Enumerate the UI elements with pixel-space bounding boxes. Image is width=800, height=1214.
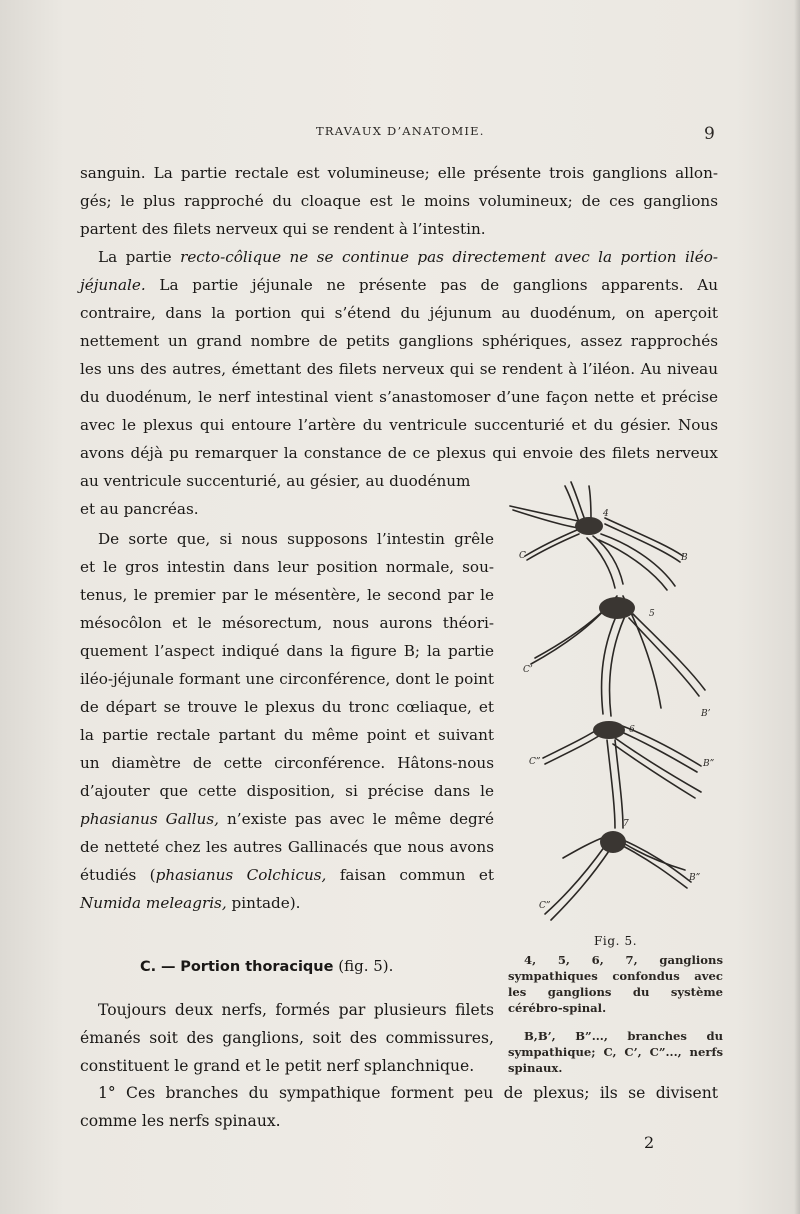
- text-run: n’existe pas avec le même degré: [226, 810, 495, 828]
- text-line: tenus, le premier par le mésentère, le second par le: [80, 586, 494, 604]
- section-figure-ref: (fig. 5).: [338, 957, 394, 975]
- ganglion-4: [575, 517, 603, 535]
- label-ganglion-4: 4: [603, 509, 609, 519]
- label-ganglion-6: 6: [629, 725, 635, 735]
- text-run: de plexus; ils se divisent: [503, 1084, 718, 1102]
- text-line: un diamètre de cette circonférence. Hâtons-nous: [80, 754, 494, 772]
- italic-run: phasianus Gallus,: [80, 810, 219, 828]
- text-run: 1° Ces branches du sympathique forment peu: [98, 1084, 494, 1102]
- nerve-branches: [510, 482, 705, 920]
- text-line: sanguin. La partie rectale est volumineuse; elle présente trois ganglions allon-: [80, 164, 718, 182]
- text-line: avons déjà pu remarquer la constance de ce plexus qui envoie des filets nerveux: [80, 444, 718, 462]
- text-line: [80, 271, 718, 299]
- text-line: de départ se trouve le plexus du tronc cœliaque, et: [80, 698, 494, 716]
- text-line: [80, 889, 494, 917]
- italic-run: phasianus Colchicus,: [155, 866, 327, 884]
- text-line: et le gros intestin dans leur position normale, sou-: [80, 558, 494, 576]
- text-run: La partie: [98, 248, 172, 266]
- text-run: faisan commun et: [339, 866, 494, 884]
- figure-caption: [508, 952, 723, 1076]
- text-line: contraire, dans la portion qui s’étend du jéjunum au duodénum, on aperçoit: [80, 304, 718, 322]
- text-run: étudiés (: [80, 866, 156, 884]
- text-line: [80, 243, 718, 271]
- nerve-figure-illustration: [505, 476, 725, 926]
- text-line: quement l’aspect indiqué dans la figure B; la partie: [80, 642, 494, 660]
- label-ganglion-7: 7: [623, 819, 629, 829]
- label-ganglion-5: 5: [649, 609, 655, 619]
- text-line: [80, 805, 494, 833]
- text-line: avec le plexus qui entoure l’artère du ventricule succenturié et du gésier. Nous: [80, 416, 718, 434]
- text-line: d’ajouter que cette disposition, si précise dans le: [80, 782, 494, 800]
- text-line: de netteté chez les autres Gallinacés que nous avons: [80, 838, 494, 856]
- signature-mark: 2: [644, 1133, 655, 1152]
- label-nerve-c1: C’: [523, 665, 533, 675]
- label-branch-b: B: [681, 553, 688, 563]
- page-number: 9: [704, 124, 715, 144]
- italic-run: Numida meleagris,: [80, 894, 227, 912]
- ganglion-7: [600, 831, 626, 853]
- text-line: Toujours deux nerfs, formés par plusieurs filets: [98, 1001, 494, 1019]
- text-line: les uns des autres, émettant des filets nerveux qui se rendent à l’iléon. Au niveau: [80, 360, 718, 378]
- text-line: comme les nerfs spinaux.: [80, 1112, 281, 1130]
- text-line: émanés soit des ganglions, soit des commissures,: [80, 1029, 494, 1047]
- text-line: du duodénum, le nerf intestinal vient s’anastomoser d’une façon nette et précise: [80, 388, 718, 406]
- running-head: TRAVAUX D’ANATOMIE.: [316, 124, 485, 138]
- text-line: partent des filets nerveux qui se rendent à l’intestin.: [80, 220, 486, 238]
- text-run: pintade).: [231, 894, 301, 912]
- section-heading: [140, 952, 393, 981]
- caption-ganglia: 4, 5, 6, 7, ganglions sympathiques confondus avec les ganglions du système cérébro-spinal.: [508, 953, 723, 1015]
- section-dash: —: [160, 959, 176, 975]
- text-line: iléo-jéjunale formant une circonférence, dont le point: [80, 670, 494, 688]
- ganglia: [575, 517, 635, 853]
- caption-branches: B,B’, B”..., branches du sympathique; C, C’, C”..., nerfs spinaux.: [508, 1029, 723, 1075]
- label-branch-b2: B”: [703, 759, 715, 769]
- text-run: La partie jéjunale ne présente pas de ganglions apparents. Au: [159, 276, 718, 294]
- label-branch-b1: B’: [701, 709, 711, 719]
- ganglion-6: [593, 721, 625, 739]
- text-line: [80, 861, 494, 889]
- text-line: la partie rectale partant du même point et suivant: [80, 726, 494, 744]
- page-edge-shadow: [794, 0, 800, 1214]
- figure-label: Fig. 5.: [594, 934, 638, 948]
- text-line: nettement un grand nombre de petits ganglions sphériques, assez rapprochés: [80, 332, 718, 350]
- text-line: De sorte que, si nous supposons l’intestin grêle: [98, 530, 494, 548]
- label-nerve-c2: C”: [529, 757, 541, 767]
- text-line: constituent le grand et le petit nerf splanchnique.: [80, 1057, 475, 1075]
- label-branch-b3: B”: [689, 873, 701, 883]
- label-nerve-c3: C”: [539, 901, 551, 911]
- label-nerve-c: C: [519, 551, 526, 561]
- italic-run: jéjunale.: [80, 276, 146, 294]
- text-line: [80, 1079, 718, 1107]
- text-line: gés; le plus rapproché du cloaque est le moins volumineux; de ces ganglions: [80, 192, 718, 210]
- text-line: et au pancréas.: [80, 500, 199, 518]
- text-line: mésocôlon et le mésorectum, nous aurons théori-: [80, 614, 494, 632]
- section-title: Portion thoracique: [180, 959, 334, 975]
- italic-run: recto-côlique ne se continue pas directement avec la portion iléo-: [180, 248, 719, 266]
- section-letter: C.: [140, 959, 157, 975]
- text-line: au ventricule succenturié, au gésier, au duodénum: [80, 472, 471, 490]
- ganglion-5: [599, 597, 635, 619]
